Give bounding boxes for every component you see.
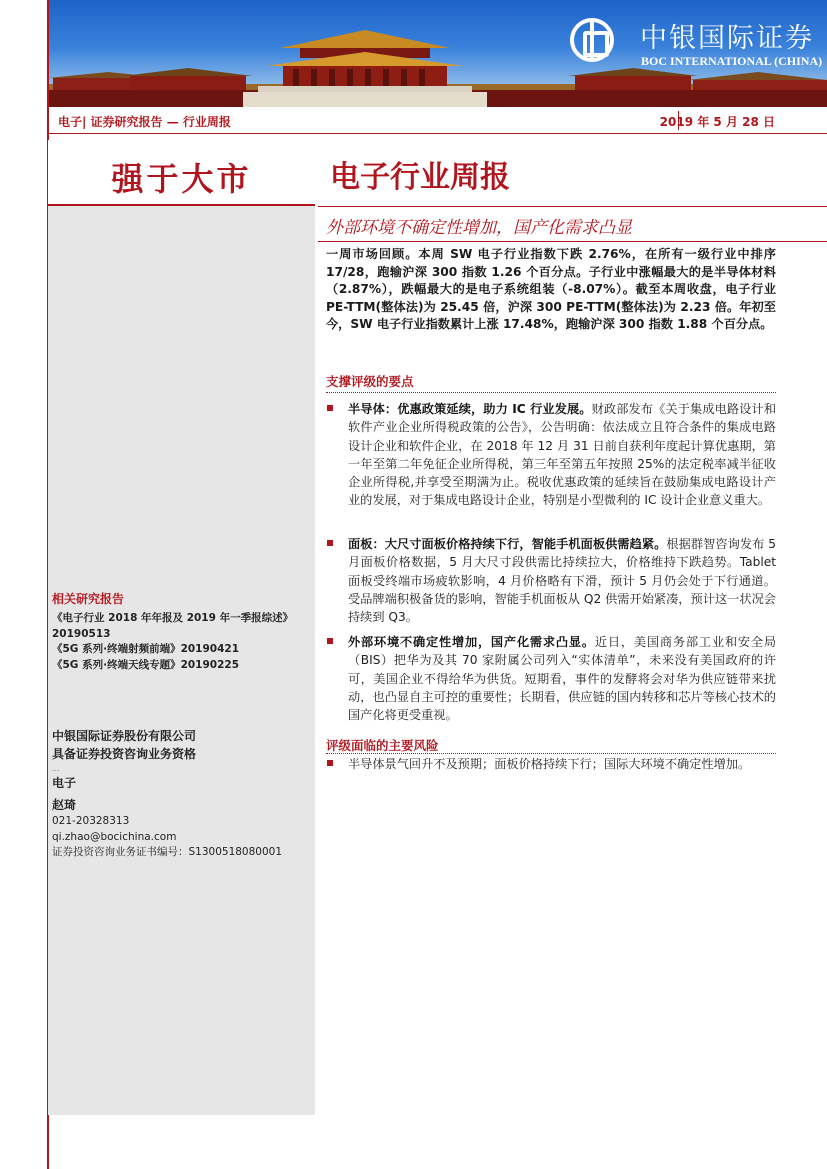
analyst-contact: [52, 814, 282, 861]
analyst-email[interactable]: qi.zhao@bocichina.com: [52, 830, 177, 843]
bullet-marker: [327, 405, 333, 411]
separator-dots: ...: [52, 764, 60, 773]
bullet-marker: [327, 638, 333, 644]
support-heading-rule: [326, 392, 776, 393]
risk-heading: 评级面临的主要风险: [326, 738, 439, 753]
bullet-semiconductor: [326, 400, 776, 510]
bullet-lead: 外部环境不确定性增加，国产化需求凸显。: [348, 635, 595, 649]
logo-chinese-name: 中银国际证券: [640, 23, 814, 54]
report-title: 电子行业周报: [330, 160, 510, 195]
report-date: 2019 年 5 月 28 日: [659, 115, 775, 129]
rating-label: 强于大市: [111, 160, 252, 198]
company-name: 中银国际证券股份有限公司: [52, 729, 197, 743]
related-reports-heading: 相关研究报告: [52, 592, 125, 606]
related-report-item[interactable]: 《5G 系列·终端射频前端》20190421: [52, 643, 240, 655]
bullet-external: [326, 633, 776, 724]
analyst-license: 证券投资咨询业务证书编号：S1300518080001: [52, 846, 283, 858]
rating-box: [48, 140, 315, 206]
header-banner: [48, 0, 827, 107]
subtitle-divider: [318, 241, 827, 242]
bullet-text: 财政部发布《关于集成电路设计和软件产业企业所得税政策的公告》，公告明确：依法成立且符合条件的集成电路设计企业和软件企业，在 2018 年 12 月 31 日前自获利年度起计算优惠期，第一年至第二年免征企业所得税，第三年至第五年按照 25%的法定税率减半征收企业所得税,并享受至期满为止。税收优惠政策的延续旨在鼓励集成电路设计产业的发展，对于集成电路设计企业，特别是小型微利的 IC 设计企业意义重大。: [348, 402, 777, 508]
title-divider: [318, 206, 827, 207]
bullet-panel: [326, 535, 776, 626]
sector-label: 电子: [52, 776, 77, 790]
bullet-lead: 面板：大尺寸面板价格持续下行，智能手机面板供需趋紧。: [348, 537, 667, 551]
bullet-text: 根据群智咨询发布 5 月面板价格数据，5 月大尺寸段供需比持续拉大，价格维持下跌趋势。Tablet 面板受终端市场疲软影响，4 月价格略有下滑，预计 5 月仍会处于下行通道。受品牌端积极备货的影响，智能手机面板从 Q2 供需开始紧凑，预计这一状况会持续到 Q3。: [348, 537, 776, 625]
company-qualification: 具备证券投资咨询业务资格: [52, 747, 197, 761]
report-type: 电子| 证券研究报告 — 行业周报: [58, 115, 231, 129]
support-heading: 支撑评级的要点: [326, 374, 414, 389]
company-info: [52, 727, 196, 763]
risk-heading-rule: [326, 753, 776, 754]
related-report-item[interactable]: 《电子行业 2018 年年报及 2019 年一季报综述》20190513: [52, 612, 294, 640]
analyst-name: 赵琦: [52, 798, 77, 812]
analyst-phone: 021-20328313: [52, 815, 130, 827]
bullet-lead: 半导体：优惠政策延续，助力 IC 行业发展。: [348, 402, 592, 416]
bullet-marker: [327, 540, 333, 546]
market-summary: 一周市场回顾。本周 SW 电子行业指数下跌 2.76%，在所有一级行业中排序 17/28，跑输沪深 300 指数 1.26 个百分点。子行业中涨幅最大的是半导体材料（2.87%），跌幅最大的是电子系统组装（-8.07%）。截至本周收盘，电子行业 PE-TTM(整体法)为 25.45 倍，沪深 300 PE-TTM(整体法)为 2.23 倍。年初至今，SW 电子行业指数累计上涨 17.48%，跑输沪深 300 指数 1.88 个百分点。: [326, 247, 776, 331]
logo-english-name: BOC INTERNATIONAL (CHINA): [641, 54, 823, 68]
bullet-marker: [327, 760, 333, 766]
bullet-text: 近日，美国商务部工业和安全局（BIS）把华为及其 70 家附属公司列入“实体清单”，未来没有美国政府的许可，美国企业不得给华为供货。短期看，事件的发酵将会对华为供应链带来扰动，也凸显自主可控的重要性；长期看，供应链的国内转移和芯片等核心技术的国产化将更受重视。: [348, 635, 777, 723]
bullet-risk: [326, 755, 776, 773]
related-reports-list: [52, 611, 310, 673]
boc-logo-icon: [570, 18, 614, 62]
report-info-bar: [48, 107, 827, 134]
related-report-item[interactable]: 《5G 系列·终端天线专题》20190225: [52, 658, 240, 671]
report-subtitle: 外部环境不确定性增加，国产化需求凸显: [326, 218, 632, 238]
risk-text: 半导体景气回升不及预期；面板价格持续下行；国际大环境不确定性增加。: [348, 757, 751, 771]
